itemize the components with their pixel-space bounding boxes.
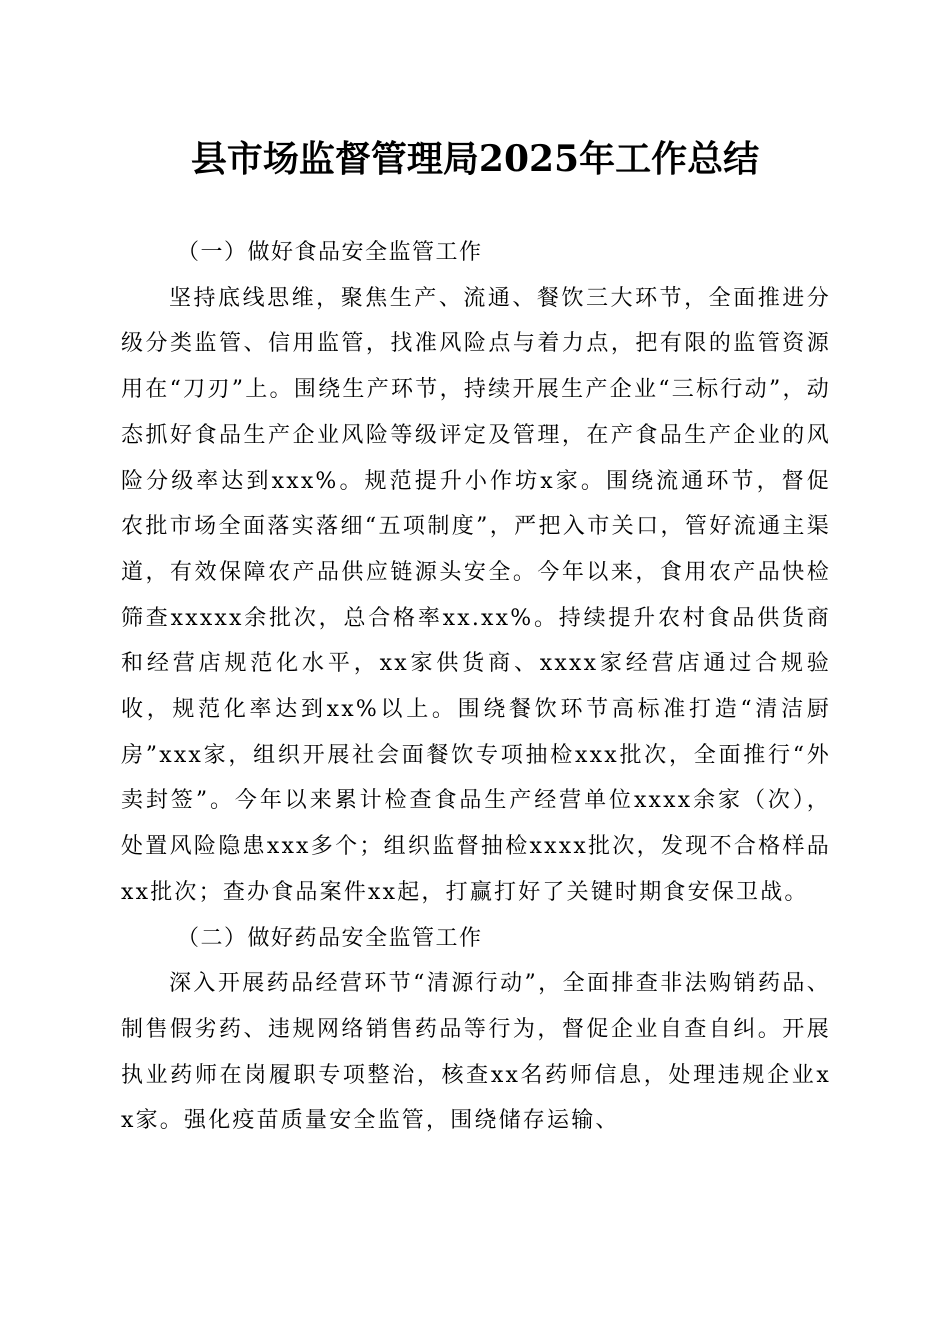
section-heading-food-safety: （一）做好食品安全监管工作 — [177, 240, 483, 265]
section-paragraph-drug-safety: 深入开展药品经营环节“清源行动”，全面排查非法购销药品、制售假劣药、违规网络销售药品等行为，督促企业自查自纠。开展执业药师在岗履职专项整治，核查xx名药师信息，处理违规企业xx家。强化疫苗质量安全监管，围绕储存运输、 — [121, 971, 831, 1134]
section-paragraph-food-safety: 坚持底线思维，聚焦生产、流通、餐饮三大环节，全面推进分级分类监管、信用监管，找准风险点与着力点，把有限的监管资源用在“刀刃”上。围绕生产环节，持续开展生产企业“三标行动”，动态抓好食品生产企业风险等级评定及管理，在产食品生产企业的风险分级率达到xxx%。规范提升小作坊x家。围绕流通环节，督促农批市场全面落实落细“五项制度”，严把入市关口，管好流通主渠道，有效保障农产品供应链源头安全。今年以来，食用农产品快检筛查xxxxx余批次，总合格率xx.xx%。持续提升农村食品供货商和经营店规范化水平，xx家供货商、xxxx家经营店通过合规验收，规范化率达到xx%以上。围绕餐饮环节高标准打造“清洁厨房”xxx家，组织开展社会面餐饮专项抽检xxx批次，全面推行“外卖封签”。今年以来累计检查食品生产经营单位xxxx余家（次），处置风险隐患xxx多个；组织监督抽检xxxx批次，发现不合格样品xx批次；查办食品案件xx起，打赢打好了关键时期食安保卫战。 — [121, 285, 831, 905]
section-heading-drug-safety: （二）做好药品安全监管工作 — [177, 925, 483, 951]
document-title: 县市场监督管理局2025年工作总结 — [190, 138, 760, 180]
document-body — [121, 230, 831, 1144]
